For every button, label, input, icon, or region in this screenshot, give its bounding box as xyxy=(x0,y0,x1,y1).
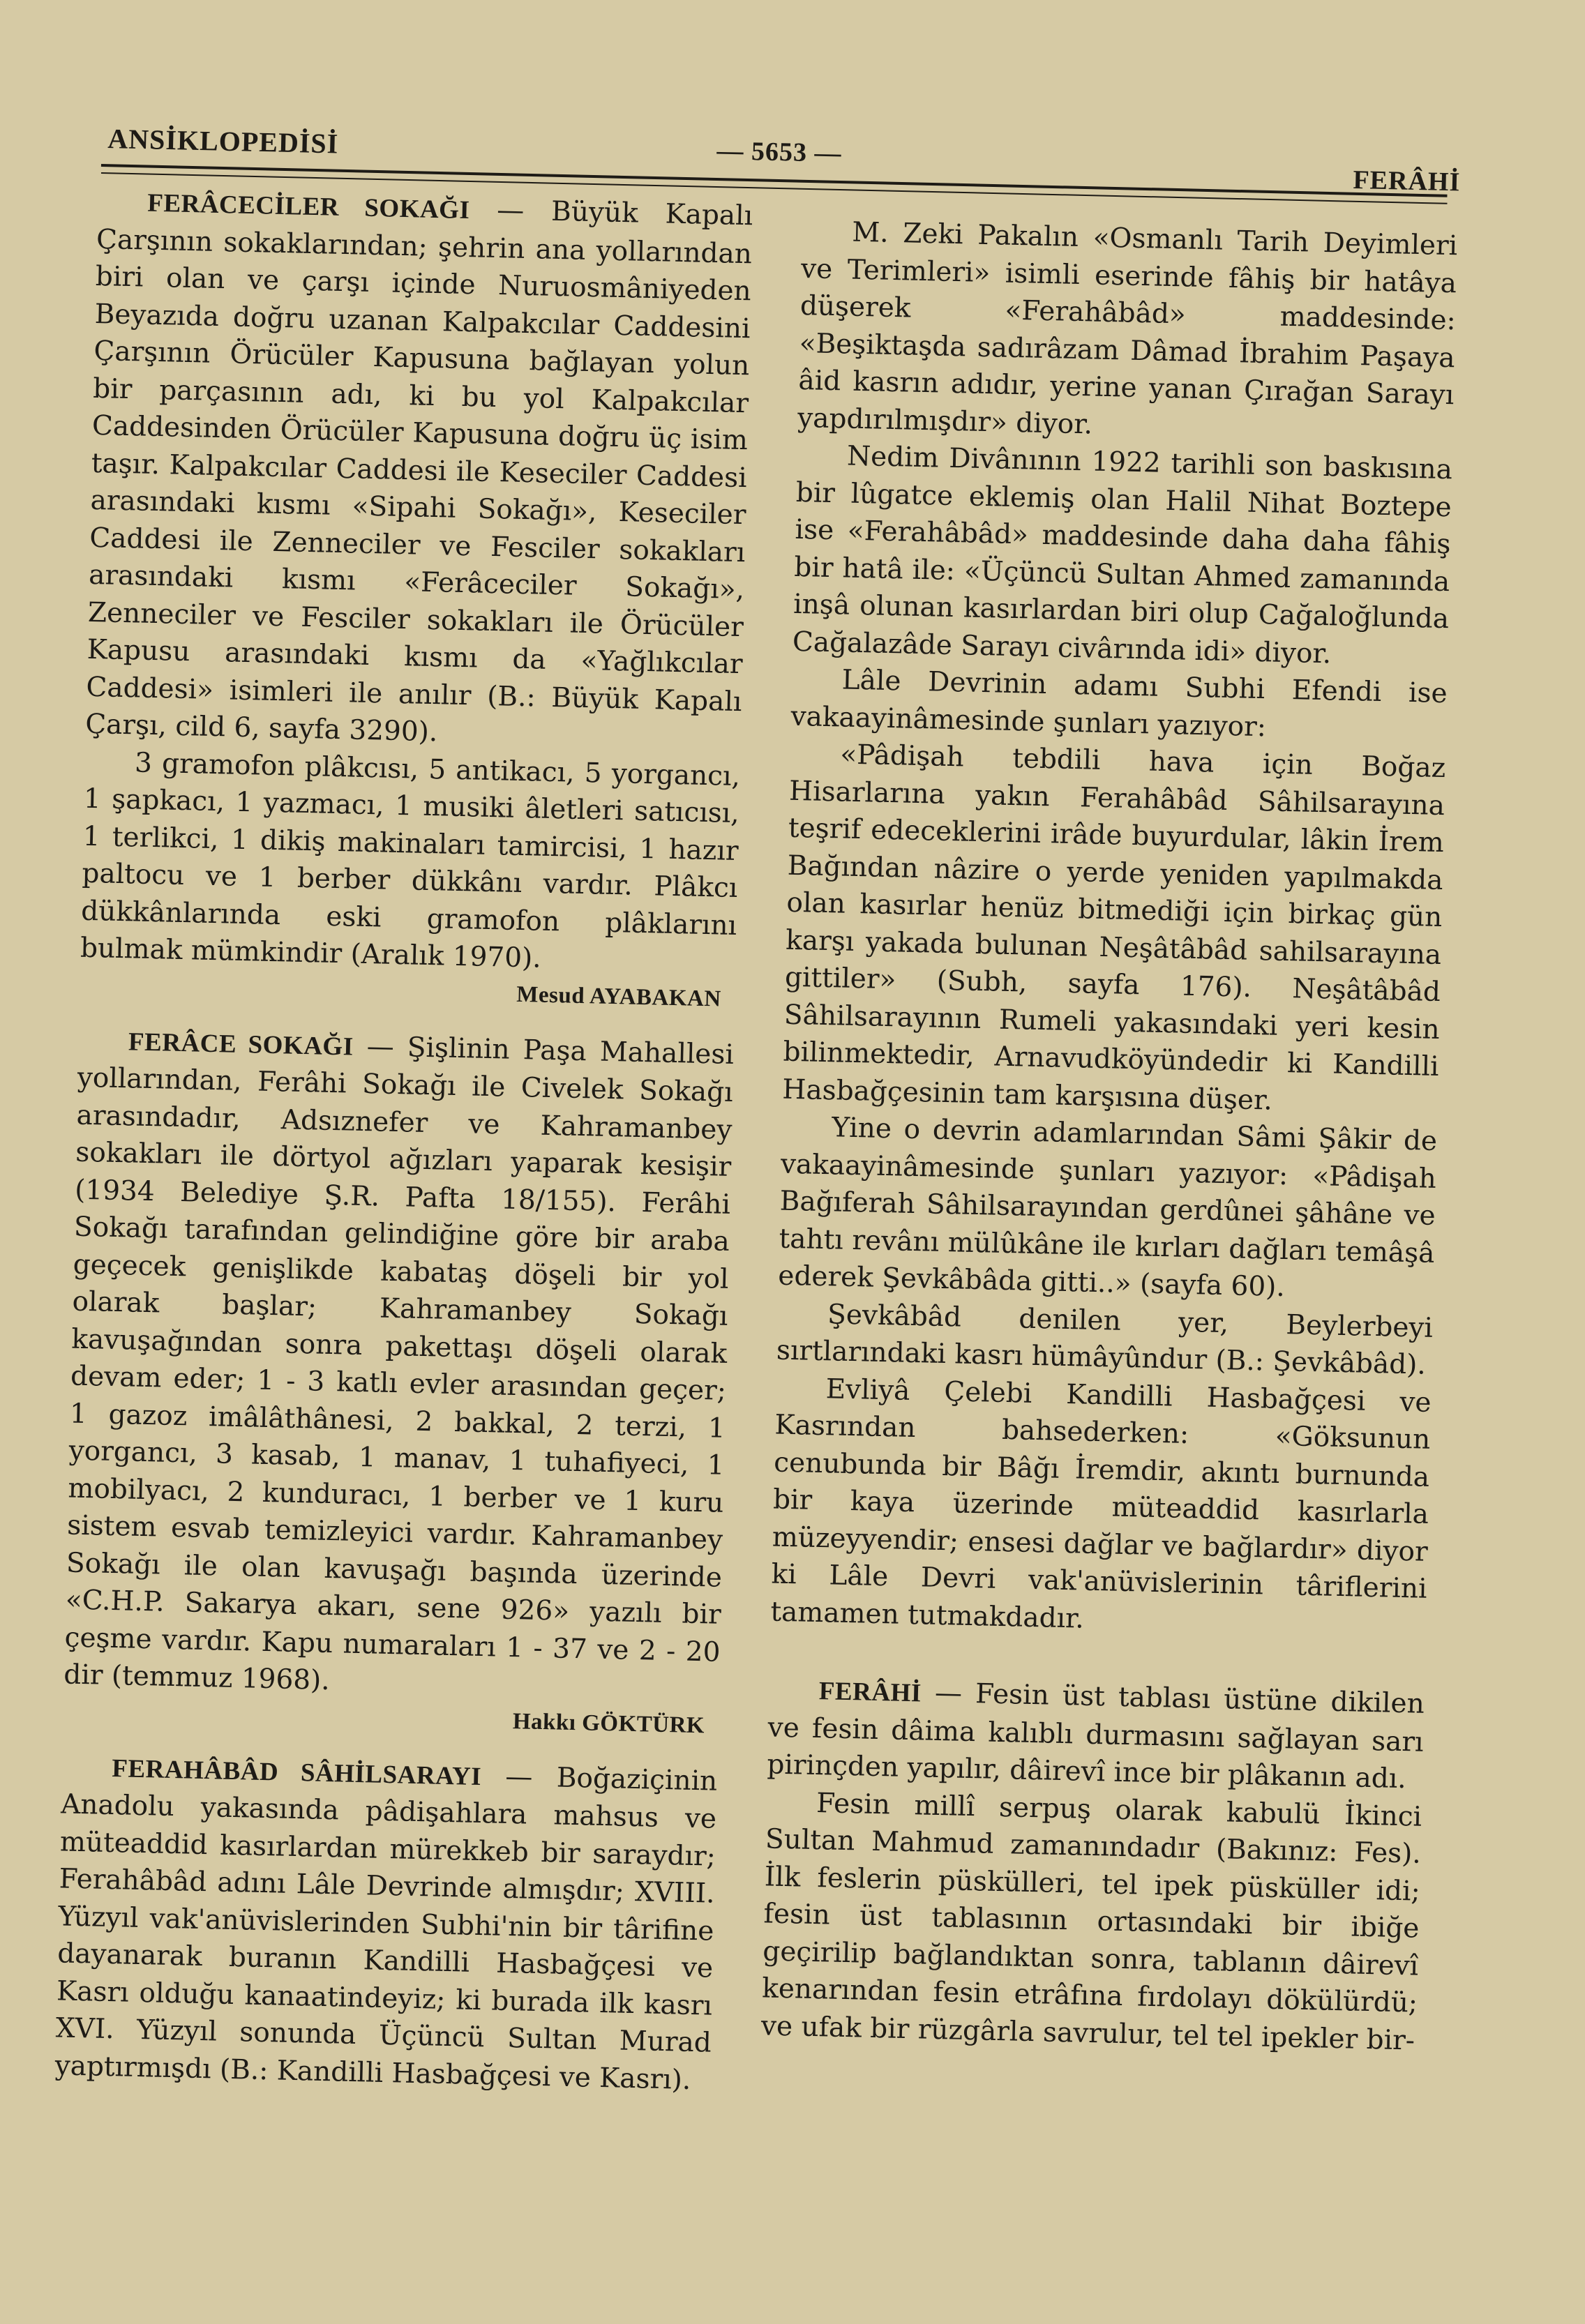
entry-paragraph: 3 gramofon plâkcısı, 5 antikacı, 5 yorgancı, 1 şapkacı, 1 yazmacı, 1 musiki âletleri satıcısı, 1 terlikci, 1 dikiş makinaları tamircisi, 1 hazır paltocu ve 1 berber dükkânı vardır. Plâkcı dükkânlarında eski gramofon plâklarını bulmak mümkindir (Aralık 1970). xyxy=(80,746,741,974)
paragraph: Lâle Devrinin adamı Subhi Efendi ise vakaayinâmesinde şunları yazıyor: xyxy=(790,664,1448,743)
entry-term: FERÂHİ xyxy=(818,1677,922,1708)
paragraph: Evliyâ Çelebi Kandilli Hasbağçesi ve Kasrından bahsederken: «Göksunun cenubunda bir Bâğı İremdir, akıntı burnunda bir kaya üzerinde müteaddid kasırlarla müzeyyendir; ensesi dağlar ve bağlardır» diyor ki Lâle Devri vak'anüvislerinin târiflerini tamamen tutmakdadır. xyxy=(769,1373,1432,1635)
left-column xyxy=(54,183,753,2099)
entry-ferahabad-sahilsarayi xyxy=(54,1748,718,2099)
entry-ferahi xyxy=(767,1670,1425,1798)
running-head-right: FERÂHİ xyxy=(1353,165,1461,197)
page-number: — 5653 — xyxy=(716,135,842,169)
entry-term: FERÂCECİLER SOKAĞI xyxy=(147,188,470,225)
right-column xyxy=(760,213,1457,2060)
running-head-left: ANSİKLOPEDİSİ xyxy=(107,122,339,160)
entry-term: FERÂCE SOKAĞI xyxy=(128,1027,354,1062)
paragraph: M. Zeki Pakalın «Osmanlı Tarih Deyimleri ve Terimleri» isimli eserinde fâhiş bir hatâya düşerek «Ferahâbâd» maddesinde: «Beşiktaşda sadırâzam Dâmad İbrahim Paşaya âid kasrın adıdır, yerine yanan Çırağan Sarayı yapdırılmışdır» diyor. xyxy=(797,216,1458,441)
entry-body: — Büyük Kapalı Çarşının sokaklarından; şehrin ana yollarından biri olan ve çarşı içinde Nuruosmâniyeden Beyazıda doğru uzanan Kalpakcılar Caddesini Çarşının Örücüler Kapusuna bağlayan yolun bir parçasının adı, ki bu yol Kalpakcılar Caddesinden Örücüler Kapusuna doğru üç isim taşır. Kalpakcılar Caddesi ile Keseciler Caddesi arasındaki kısmı «Sipahi Sokağı», Keseciler Caddesi ile Zenneciler ve Fesciler sokakları arasındaki kısmı «Ferâceciler Sokağı», Zenneciler ve Fesciler sokakları ile Örücüler Kapusu arasındaki kısmı da «Yağlıkcılar Caddesi» isimleri ile anılır (B.: Büyük Kapalı Çarşı, cild 6, sayfa 3290). xyxy=(84,194,753,748)
author-signature: Mesud AYABAKAN xyxy=(516,981,722,1012)
paragraph: «Pâdişah tebdili hava için Boğaz Hisarlarına yakın Ferahâbâd Sâhilsarayına teşrif edeceklerini irâde buyurdular, lâkin İrem Bağından nâzire o yerde yeniden yapılmakda olan kasırlar henüz bitmediği için birkaç gün karşı yakada bulunan Neşâtâbâd sahilsarayına gittiler» (Subh, sayfa 176). Neşâtâbâd Sâhilsarayının Rumeli yakasındaki yeri kesin bilinmektedir, Arnavudköyündedir ki Kandilli Hasbağçesinin tam karşısına düşer. xyxy=(781,739,1446,1117)
entry-feraceciler-sokagi xyxy=(85,183,753,758)
author-signature: Hakkı GÖKTÜRK xyxy=(512,1708,705,1738)
paragraph: Yine o devrin adamlarından Sâmi Şâkir de vakaayinâmesinde şunları yazıyor: «Pâdişah Bağıferah Sâhilsarayından gerdûnei şâhâne ve tahtı revânı mülûkâne ile kırları dağları temâşâ ederek Şevkâbâda gitti..» (sayfa 60). xyxy=(777,1112,1438,1304)
entry-body: — Boğaziçinin Anadolu yakasında pâdişahlara mahsus ve müteaddid kasırlardan mürekkeb bir saraydır; Ferahâbâd adını Lâle Devrinde almışdır; XVIII. Yüzyıl vak'anüvislerinden Subhi'nin bir târifine dayanarak buranın Kandilli Hasbağçesi ve Kasrı olduğu kanaatindeyiz; ki burada ilk kasrı XVI. Yüzyıl sonunda Üçüncü Sultan Murad yaptırmışdı (B.: Kandilli Hasbağçesi ve Kasrı). xyxy=(54,1760,718,2096)
entry-ferace-sokagi xyxy=(63,1021,735,1708)
entry-body: — Fesin üst tablası üstüne dikilen ve fesin dâima kalıblı durmasını sağlayan sarı pirinçden yapılır, dâirevî ince bir plâkanın adı. xyxy=(766,1677,1425,1795)
paragraph: Nedim Divânının 1922 tarihli son baskısına bir lûgatce eklemiş olan Halil Nihat Boztepe ise «Ferahâbâd» maddesinde daha daha fâhiş bir hatâ ile: «Üçüncü Sultan Ahmed zamanında inşâ olunan kasırlardan biri olup Cağaloğlunda Cağalazâde Sarayı civârında idi» diyor. xyxy=(792,440,1453,670)
entry-body: — Şişlinin Paşa Mahallesi yollarından, Ferâhi Sokağı ile Civelek Sokağı arasındadır, Adsıznefer ve Kahramanbey sokakları ile dörtyol ağızları yaparak kesişir (1934 Belediye Ş.R. Pafta 18/155). Ferâhi Sokağı tarafından gelindiğine göre bir araba geçecek genişlikde kabataş döşeli bir yol olarak başlar; Kahramanbey Sokağı kavuşağından sonra pakettaşı döşeli olarak devam eder; 1 - 3 katlı evler arasından geçer; 1 gazoz imâlâthânesi, 2 bakkal, 2 terzi, 1 yorgancı, 3 kasab, 1 manav, 1 tuhafiyeci, 1 mobilyacı, 2 kunduracı, 1 berber ve 1 kuru sistem esvab temizleyici vardır. Kahramanbey Sokağı ile olan kavuşağı başında üzerinde «C.H.P. Sakarya akarı, sene 926» yazılı bir çeşme vardır. Kapu numaraları 1 - 37 ve 2 - 20 dir (temmuz 1968). xyxy=(63,1030,735,1697)
entry-term: FERAHÂBÂD SÂHİLSARAYI xyxy=(111,1753,482,1791)
paragraph: Şevkâbâd denilen yer, Beylerbeyi sırtlarındaki kasrı hümâyûndur (B.: Şevkâbâd). xyxy=(776,1298,1434,1381)
paragraph: Fesin millî serpuş olarak kabulü İkinci Sultan Mahmud zamanındadır (Bakınız: Fes). İlk feslerin püskülleri, tel ipek püsküller idi; fesin üst tablasının ortasındaki bir ibiğe geçirilip bağlandıktan sonra, tablanın dâirevî kenarından fesin etrâfına fırdolayı dökülürdü; ve ufak bir rüzgârla savrulur, tel tel ipekler bir- xyxy=(760,1787,1422,2057)
